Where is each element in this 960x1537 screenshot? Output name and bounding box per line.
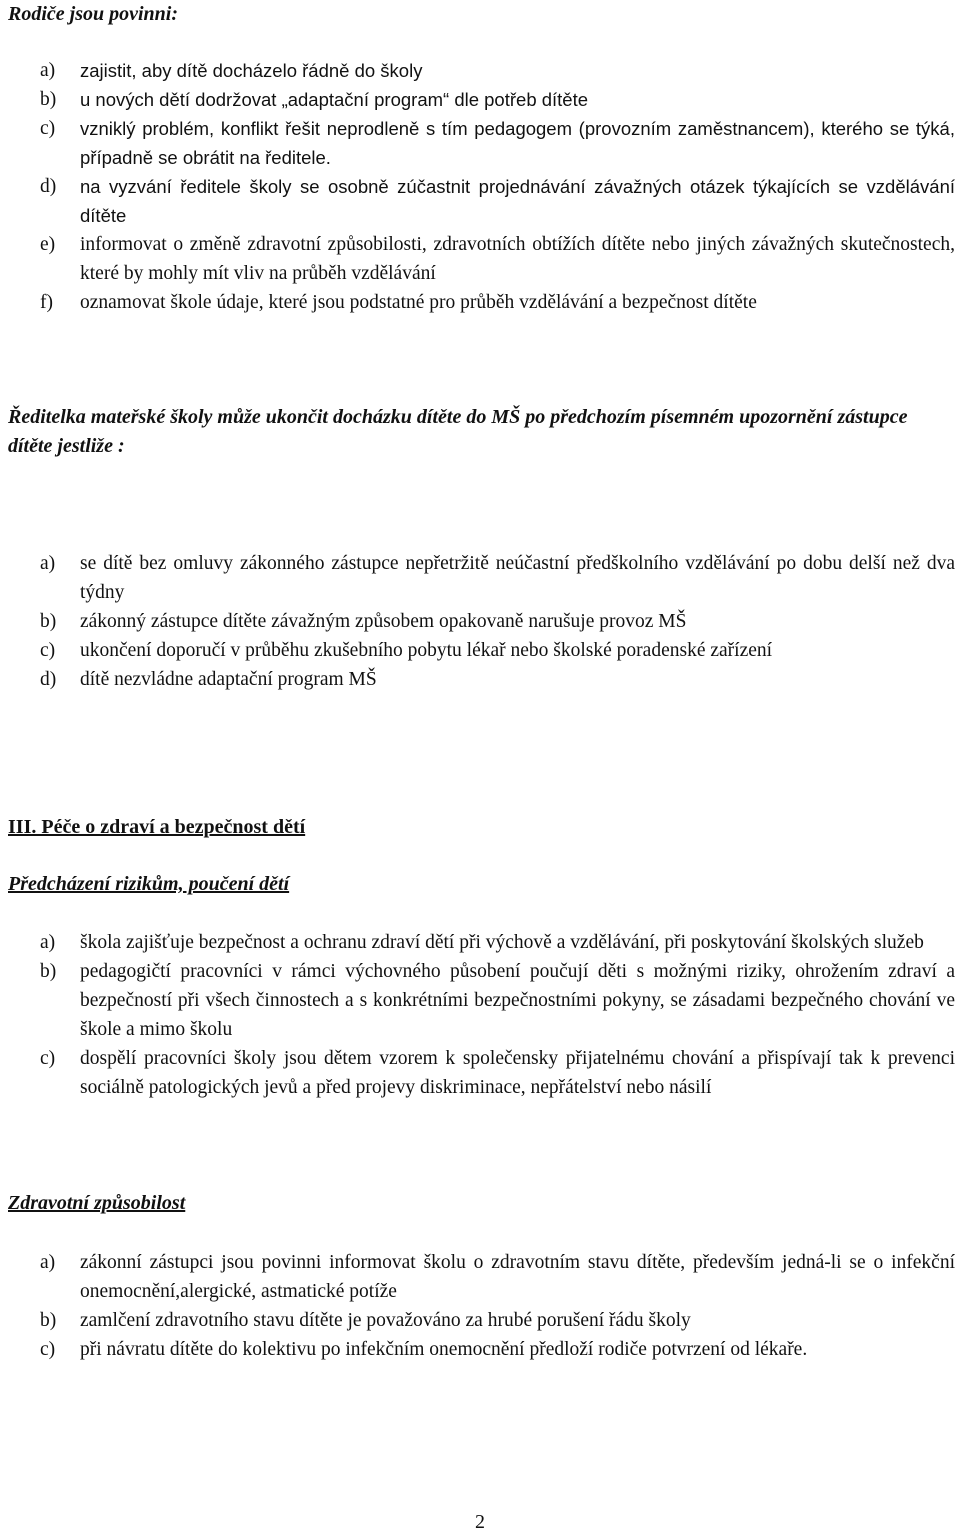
section-title: III. Péče o zdraví a bezpečnost dětí: [8, 816, 306, 838]
parents-duties-heading: Rodiče jsou povinni:: [8, 3, 179, 25]
list-item-text: zajistit, aby dítě docházelo řádně do školy: [80, 60, 423, 81]
list-item-text: se dítě bez omluvy zákonného zástupce nepřetržitě neúčastní předškolního vzdělávání po dobu delší než dva týdny: [80, 553, 955, 603]
list-item-letter: c): [40, 640, 56, 661]
list-item-text: pedagogičtí pracovníci v rámci výchovného působení poučují děti s možnými riziky, ohrožením zdraví a bezpečností při všech činnostech a s konkrétními bezpečnostními pokyny, se zásadami bezpečného chování ve škole a mimo školu: [80, 961, 955, 1040]
list-item: [40, 1044, 955, 1102]
list-item-text: zamlčení zdravotního stavu dítěte je považováno za hrubé porušení řádu školy: [80, 1310, 691, 1331]
list-item-text: dítě nezvládne adaptační program MŠ: [80, 669, 377, 690]
list-item: [40, 1248, 955, 1306]
list-item-text: ukončení doporučí v průběhu zkušebního pobytu lékař nebo školské poradenské zařízení: [80, 640, 773, 661]
list-item-letter: f): [40, 292, 53, 313]
list-item: [40, 114, 955, 172]
list-item: [40, 607, 955, 636]
list-item-text: vzniklý problém, konflikt řešit neprodleně s tím pedagogem (provozním zaměstnancem), kterého se týká, případně se obrátit na ředitele.: [80, 118, 955, 168]
list-item-text: na vyzvání ředitele školy se osobně zúčastnit projednávání závažných otázek týkajících se vzdělávání dítěte: [80, 176, 955, 226]
list-item: [40, 288, 955, 317]
list-item-letter: b): [40, 961, 57, 982]
list-item-text: škola zajišťuje bezpečnost a ochranu zdraví dětí při výchově a vzdělávání, při poskytování školských služeb: [80, 932, 924, 953]
parents-duties-list: [40, 56, 955, 317]
risk-prevention-list: [40, 928, 955, 1102]
list-item-letter: e): [40, 234, 56, 255]
list-item: [40, 928, 955, 957]
list-item: [40, 1335, 955, 1364]
health-fitness-list: [40, 1248, 955, 1364]
list-item: [40, 56, 955, 85]
list-item-letter: d): [40, 669, 57, 690]
list-item-letter: a): [40, 60, 56, 81]
list-item-letter: a): [40, 1252, 56, 1273]
list-item: [40, 957, 955, 1044]
list-item: [40, 85, 955, 114]
list-item-text: zákonný zástupce dítěte závažným způsobem opakovaně narušuje provoz MŠ: [80, 611, 687, 632]
list-item-text: oznamovat škole údaje, které jsou podstatné pro průběh vzdělávání a bezpečnost dítěte: [80, 292, 757, 313]
list-item-letter: c): [40, 1048, 56, 1069]
list-item-letter: d): [40, 176, 57, 197]
health-fitness-heading: Zdravotní způsobilost: [8, 1192, 186, 1214]
list-item-letter: c): [40, 118, 56, 139]
page-number: 2: [475, 1511, 485, 1533]
list-item-letter: b): [40, 611, 57, 632]
list-item: [40, 172, 955, 230]
list-item-letter: b): [40, 89, 57, 110]
list-item-text: u nových dětí dodržovat „adaptační program“ dle potřeb dítěte: [80, 89, 589, 110]
termination-notice-heading: Ředitelka mateřské školy může ukončit docházku dítěte do MŠ po předchozím písemném upozornění zástupce dítěte jestliže :: [8, 406, 908, 457]
list-item: [40, 636, 955, 665]
list-item-letter: a): [40, 553, 56, 574]
list-item: [40, 549, 955, 607]
termination-conditions-list: [40, 549, 955, 694]
list-item-text: zákonní zástupci jsou povinni informovat školu o zdravotním stavu dítěte, především jedná-li se o infekční onemocnění,alergické, astmatické potíže: [80, 1252, 955, 1302]
list-item: [40, 665, 955, 694]
risk-prevention-heading: Předcházení rizikům, poučení dětí: [8, 873, 290, 895]
list-item-letter: b): [40, 1310, 57, 1331]
list-item-text: dospělí pracovníci školy jsou dětem vzorem k společensky přijatelnému chování a přispívají tak k prevenci sociálně patologických jevů a před projevy diskriminace, nepřátelství nebo násilí: [80, 1048, 955, 1098]
list-item-letter: c): [40, 1339, 56, 1360]
list-item: [40, 1306, 955, 1335]
list-item-text: při návratu dítěte do kolektivu po infekčním onemocnění předloží rodiče potvrzení od lékaře.: [80, 1339, 808, 1360]
list-item-letter: a): [40, 932, 56, 953]
list-item: [40, 230, 955, 288]
list-item-text: informovat o změně zdravotní způsobilosti, zdravotních obtížích dítěte nebo jiných závažných skutečnostech, které by mohly mít vliv na průběh vzdělávání: [80, 234, 955, 284]
